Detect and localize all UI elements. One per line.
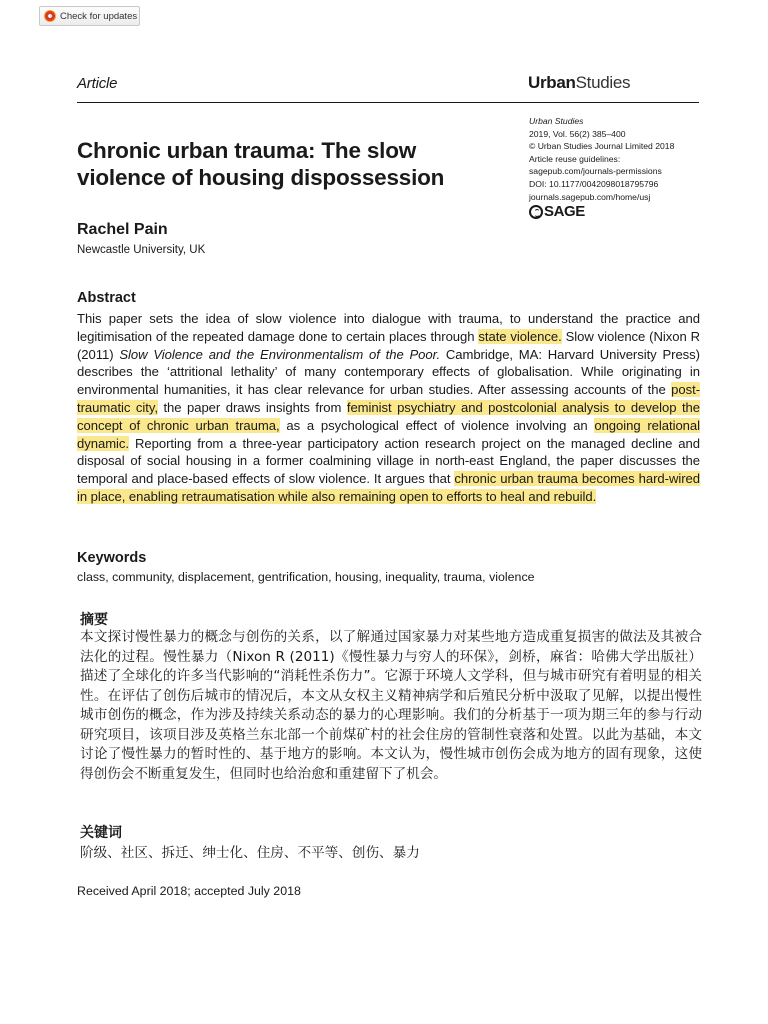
abstract-text-segment: Cambridge, MA: Harvard University Press) describes the ‘attritional lethality’ of many contemporary effects of globalisation. While originating in environmental humanities, it has clear relevance for urban studies. After assessing accounts of the <box>77 346 700 398</box>
abstract-text-segment: the paper draws insights from <box>157 399 347 415</box>
abstract-text <box>77 310 700 506</box>
publication-meta <box>529 115 704 219</box>
chinese-keywords-heading: 关键词 <box>80 825 122 841</box>
meta-reuse-link[interactable]: sagepub.com/journals-permissions <box>529 166 662 177</box>
received-dates: Received April 2018; accepted July 2018 <box>77 884 301 898</box>
highlighted-text[interactable]: chronic urban trauma becomes hard-wired in place, enabling retraumatisation while also remaining open to efforts to heal and rebuild. <box>77 471 700 504</box>
check-for-updates-button[interactable] <box>39 6 140 26</box>
highlighted-text[interactable]: state violence. <box>478 328 562 344</box>
header-divider <box>77 102 699 103</box>
meta-journal-name: Urban Studies <box>529 116 584 126</box>
chinese-abstract-heading: 摘要 <box>80 612 108 628</box>
abstract-heading: Abstract <box>77 290 136 306</box>
chinese-keywords-list: 阶级、社区、拆迁、绅士化、住房、不平等、创伤、暴力 <box>80 845 420 861</box>
abstract-text-segment: Slow violence (Nixon R (2011) <box>77 328 701 362</box>
highlighted-text[interactable]: feminist psychiatry and postcolonial analysis to develop the concept of chronic urban trauma, <box>77 399 700 433</box>
article-title: Chronic urban trauma: The slow violence of housing dispossession <box>77 138 445 190</box>
abstract-text-segment: Reporting from a three-year participatory action research project on the managed decline and disposal of social housing in a former coalmining village in north-east England, the paper discusses the temporal and place-based effects of slow violence. It argues that <box>77 435 700 487</box>
update-check-icon <box>44 10 56 22</box>
sage-logo-text: SAGE <box>544 202 585 220</box>
article-type-label: Article <box>77 75 118 92</box>
highlighted-text[interactable]: post-traumatic city, <box>77 382 700 415</box>
author-name: Rachel Pain <box>77 221 168 238</box>
meta-doi[interactable]: DOI: 10.1177/0042098018795796 <box>529 178 659 189</box>
meta-reuse-label: Article reuse guidelines: <box>529 153 621 164</box>
check-for-updates-label: Check for updates <box>60 10 138 22</box>
cited-book-title: Slow Violence and the Environmentalism of the Poor. <box>119 346 441 362</box>
meta-copyright: © Urban Studies Journal Limited 2018 <box>529 141 675 152</box>
keywords-heading: Keywords <box>77 550 147 566</box>
highlighted-text[interactable]: ongoing relational dynamic. <box>77 417 701 451</box>
meta-journal-link[interactable]: journals.sagepub.com/home/usj <box>529 191 651 202</box>
meta-volume: 2019, Vol. 56(2) 385–400 <box>529 128 626 139</box>
abstract-text-segment: as a psychological effect of violence involving an <box>279 417 595 433</box>
journal-logo-light: Studies <box>575 73 631 92</box>
sage-logo <box>529 202 704 220</box>
chinese-abstract-text: 本文探讨慢性暴力的概念与创伤的关系，以了解通过国家暴力对某些地方造成重复损害的做法及其被合法化的过程。慢性暴力（Nixon R (2011)《慢性暴力与穷人的环保》，剑桥，麻省：哈佛大学出版社）描述了全球化的许多当代影响的“消耗性杀伤力”。它源于环境人文学科，但与城市研究有着明显的相关性。在评估了创伤后城市的情况后，本文从女权主义精神病学和后殖民分析中汲取了见解，以提出慢性城市创伤的概念，作为涉及持续关系动态的暴力的心理影响。我们的分析基于一项为期三年的参与行动研究项目，该项目涉及英格兰东北部一个前煤矿村的社会住房的管制性衰落和处置。以此为基础，本文讨论了慢性暴力的暂时性的、基于地方的影响。本文认为，慢性城市创伤会成为地方的固有现象，这使得创伤会不断重复发生，但同时也给治愈和重建留下了机会。 <box>80 629 702 782</box>
author-affiliation: Newcastle University, UK <box>77 244 206 256</box>
sage-logo-icon <box>529 205 543 219</box>
journal-logo <box>528 73 630 93</box>
journal-logo-bold: Urban <box>528 73 576 92</box>
keywords-list: class, community, displacement, gentrification, housing, inequality, trauma, violence <box>77 570 535 584</box>
abstract-text-segment: This paper sets the idea of slow violence into dialogue with trauma, to understand the practice and legitimisation of the repeated damage done to certain places through <box>77 311 700 344</box>
